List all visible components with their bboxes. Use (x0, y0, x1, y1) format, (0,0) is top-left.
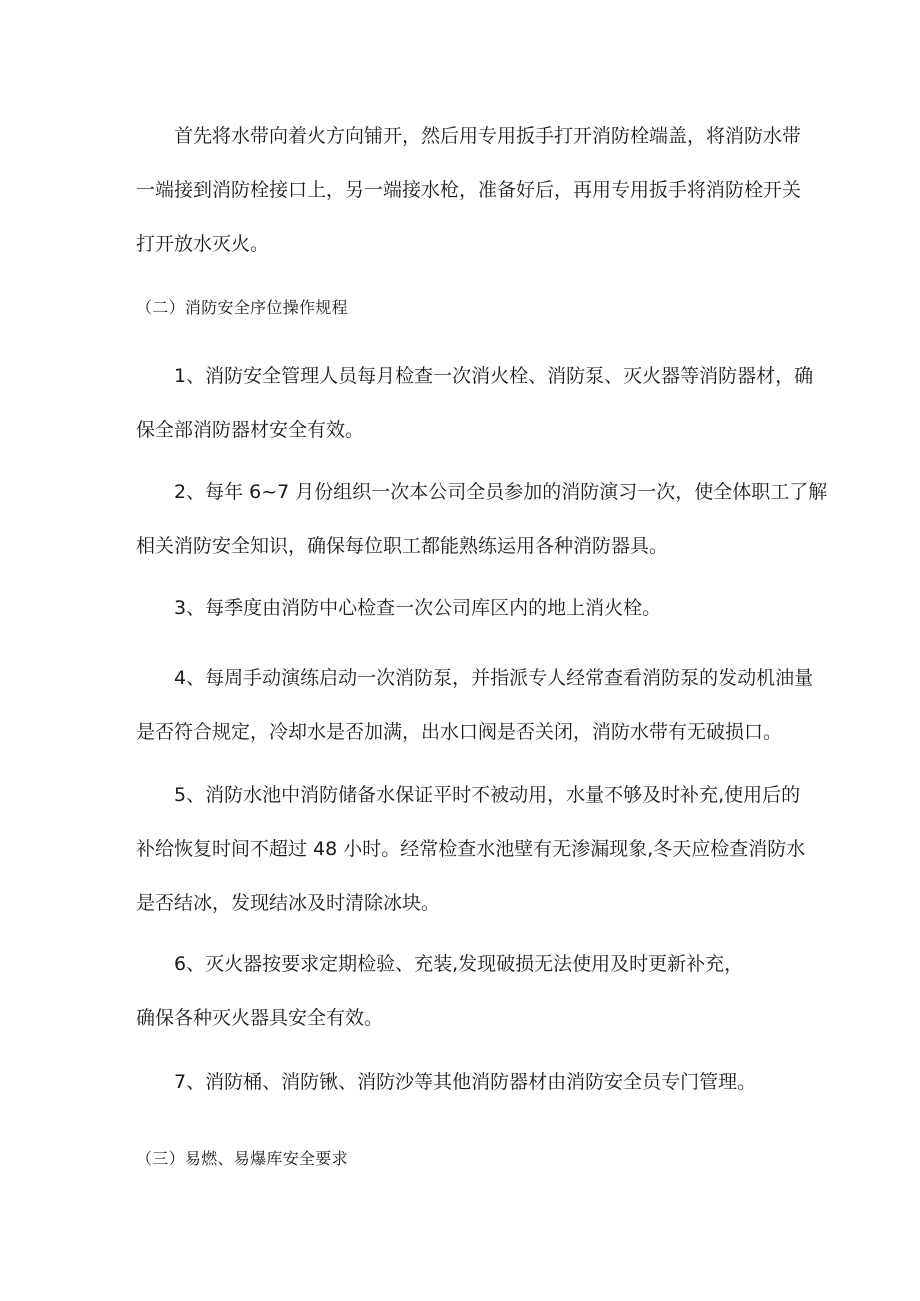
item-2-line-1: 2、每年 6~7 月份组织一次本公司全员参加的消防演习一次，使全体职工了解 (174, 481, 828, 503)
list-item (136, 651, 814, 759)
section-2-heading-text: （二）消防安全序位操作规程 (136, 298, 348, 317)
list-item (136, 937, 791, 1045)
item-5-line-1: 5、消防水池中消防储备水保证平时不被动用，水量不够及时补充,使用后的 (174, 784, 801, 806)
list-item (136, 768, 806, 930)
item-4-line-2: 是否符合规定，冷却水是否加满，出水口阀是否关闭，消防水带有无破损口。 (136, 721, 783, 743)
intro-line-3: 打开放水灭火。 (136, 233, 270, 255)
item-1-line-1: 1、消防安全管理人员每月检查一次消火栓、消防泵、灭火器等消防器材，确 (174, 365, 814, 387)
item-6-line-1: 6、灭火器按要求定期检验、充装,发现破损无法使用及时更新补充， (174, 953, 744, 975)
item-1-line-2: 保全部消防器材安全有效。 (136, 419, 365, 441)
intro-line-1: 首先将水带向着火方向铺开，然后用专用扳手打开消防栓端盖，将消防水带 (174, 125, 802, 147)
section-3-heading-text: （三）易燃、易爆库安全要求 (136, 1149, 348, 1168)
list-item (136, 1055, 791, 1109)
item-6-line-2: 确保各种灭火器具安全有效。 (136, 1007, 384, 1029)
list-item (136, 581, 791, 635)
list-item (136, 465, 828, 573)
section-3-heading (136, 1147, 791, 1171)
item-5-line-3: 是否结冰，发现结冰及时清除冰块。 (136, 892, 441, 914)
item-2-line-2: 相关消防安全知识，确保每位职工都能熟练运用各种消防器具。 (136, 535, 669, 557)
item-3-line-1: 3、每季度由消防中心检查一次公司库区内的地上消火栓。 (174, 597, 662, 619)
item-5-line-2: 补给恢复时间不超过 48 小时。经常检查水池壁有无渗漏现象,冬天应检查消防水 (136, 838, 806, 860)
item-7-line-1: 7、消防桶、消防锹、消防沙等其他消防器材由消防安全员专门管理。 (174, 1071, 757, 1093)
item-4-line-1: 4、每周手动演练启动一次消防泵，并指派专人经常查看消防泵的发动机油量 (174, 667, 814, 689)
list-item (136, 349, 814, 457)
intro-line-2: 一端接到消防栓接口上，另一端接水枪，准备好后，再用专用扳手将消防栓开关 (136, 179, 802, 201)
section-2-heading (136, 296, 791, 320)
intro-paragraph (136, 109, 802, 271)
